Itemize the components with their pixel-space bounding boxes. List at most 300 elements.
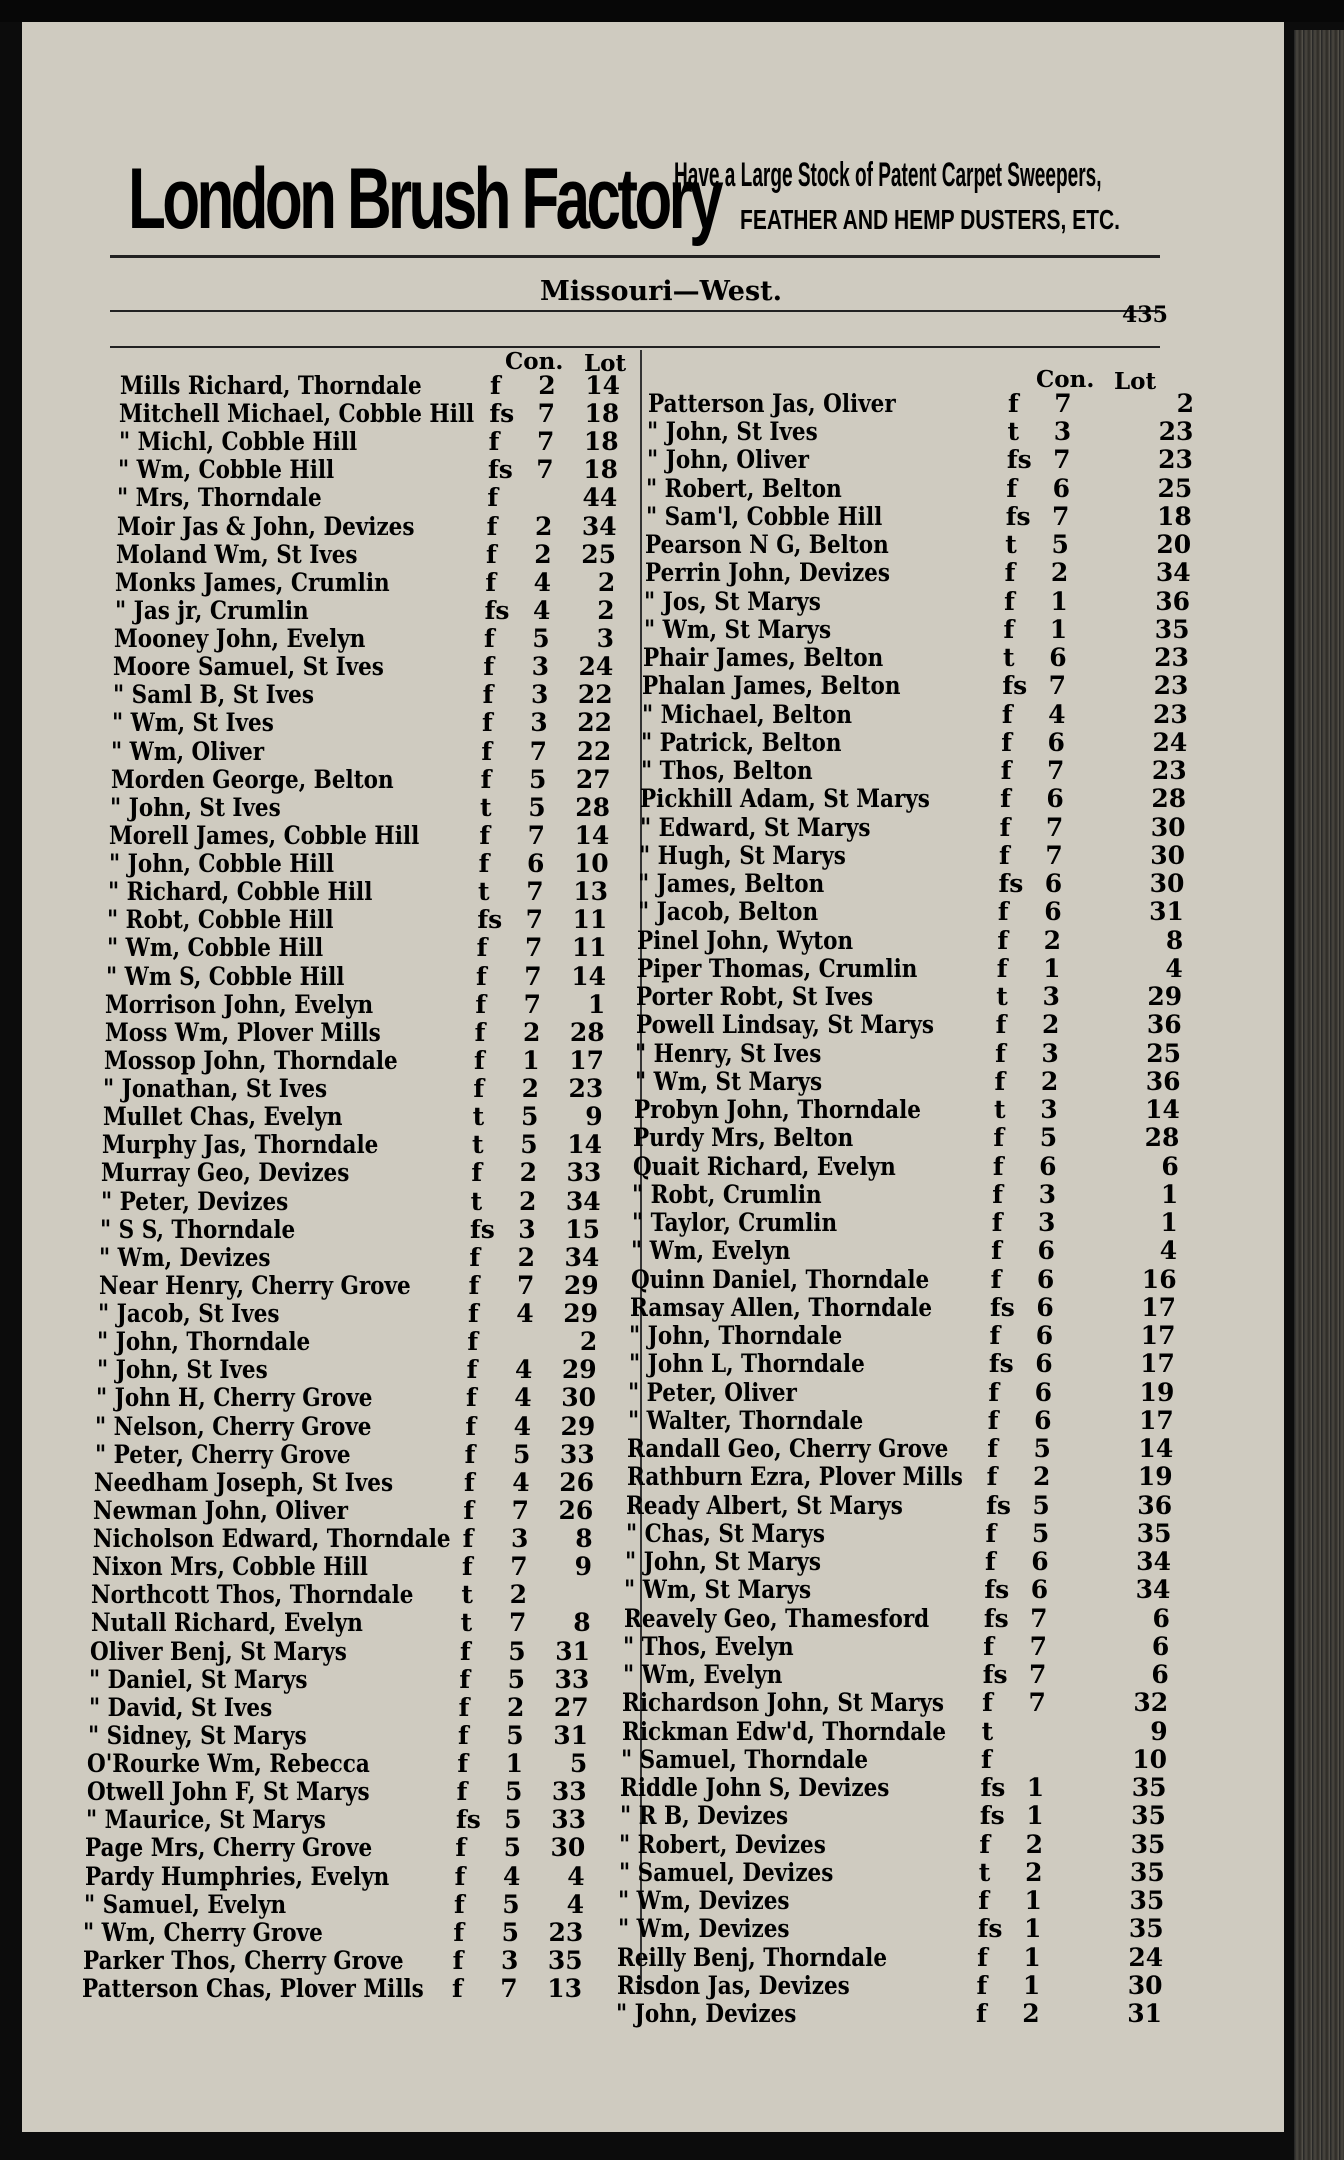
entry-concession: 7 <box>1030 1603 1048 1633</box>
directory-entry <box>113 653 613 681</box>
entry-lot: 16 <box>1141 1264 1177 1294</box>
directory-entry <box>645 531 1191 559</box>
directory-entry <box>639 842 1185 870</box>
advert-headline: London Brush Factory <box>128 151 720 247</box>
entry-lot: 27 <box>553 1692 589 1722</box>
entry-concession: 1 <box>1024 1886 1042 1916</box>
entry-name: Mills Richard, Thorndale <box>120 371 422 400</box>
entry-concession: 2 <box>519 1158 538 1188</box>
entry-lot: 34 <box>581 511 617 541</box>
entry-lot: 23 <box>1158 417 1194 447</box>
directory-entry <box>108 878 608 906</box>
entry-lot: 36 <box>1146 1010 1182 1040</box>
entry-concession: 3 <box>1040 1095 1058 1125</box>
entry-name: Nutall Richard, Evelyn <box>90 1608 363 1638</box>
directory-entry <box>618 1915 1164 1943</box>
entry-name: " Wm, Cobble Hill <box>118 455 335 485</box>
entry-lot: 18 <box>583 455 618 485</box>
entry-tenure: f <box>454 1889 465 1919</box>
entry-tenure: fs <box>456 1805 481 1835</box>
entry-tenure: f <box>983 1631 995 1661</box>
entry-name: Randall Geo, Cherry Grove <box>627 1434 949 1464</box>
entry-lot: 6 <box>1151 1631 1170 1661</box>
entry-name: Phalan James, Belton <box>642 671 901 701</box>
entry-tenure: fs <box>470 1214 495 1244</box>
entry-concession: 2 <box>534 539 552 569</box>
directory-entry <box>84 1891 584 1919</box>
entry-name: Pearson N G, Belton <box>645 530 889 560</box>
entry-concession: 1 <box>1026 1801 1044 1831</box>
directory-entry <box>109 850 609 878</box>
directory-entry <box>636 1011 1182 1039</box>
entry-lot: 29 <box>563 1270 599 1300</box>
directory-entry <box>622 1689 1168 1717</box>
entry-name: " Wm, Cobble Hill <box>106 933 323 963</box>
entry-concession: 2 <box>1022 1999 1040 2028</box>
entry-concession: 6 <box>1031 1547 1049 1577</box>
entry-tenure: f <box>986 1462 998 1492</box>
entry-name: " Hugh, St Marys <box>639 840 846 870</box>
entry-concession: 4 <box>1048 699 1066 729</box>
directory-entry <box>648 390 1194 418</box>
entry-tenure: fs <box>1005 501 1031 531</box>
column-header-con: Con. <box>1036 366 1095 393</box>
entry-name: " John L, Thorndale <box>628 1349 865 1379</box>
entry-tenure: f <box>466 1355 478 1385</box>
entry-tenure: f <box>454 1861 466 1891</box>
entry-tenure: f <box>990 1264 1002 1294</box>
entry-concession: 3 <box>518 1214 536 1244</box>
entry-name: Page Mrs, Cherry Grove <box>85 1833 373 1863</box>
directory-entry <box>113 681 613 709</box>
entry-name: " Edward, St Marys <box>639 812 871 842</box>
entry-lot: 22 <box>576 736 612 766</box>
entry-lot: 35 <box>1130 1829 1166 1859</box>
entry-tenure: f <box>479 820 491 850</box>
directory-entry <box>618 1887 1164 1915</box>
entry-lot: 28 <box>575 792 610 822</box>
entry-name: " Peter, Devizes <box>100 1186 288 1216</box>
entry-lot: 34 <box>1155 558 1191 588</box>
entry-lot: 25 <box>1157 473 1193 503</box>
entry-concession: 2 <box>1050 558 1069 588</box>
entry-concession: 2 <box>1041 1010 1060 1040</box>
entry-tenure: f <box>482 680 494 710</box>
entry-lot: 14 <box>574 820 610 850</box>
entry-concession: 5 <box>503 1833 522 1863</box>
entry-tenure: f <box>455 1833 467 1863</box>
directory-entry <box>110 794 610 822</box>
entry-name: " Jacob, Belton <box>637 897 819 927</box>
entry-tenure: f <box>1004 558 1016 588</box>
entry-concession: 4 <box>516 1299 534 1329</box>
directory-entry <box>99 1244 599 1272</box>
entry-lot: 11 <box>571 933 607 963</box>
entry-name: " Robt, Cobble Hill <box>107 905 334 935</box>
directory-entry <box>638 898 1184 926</box>
entry-lot: 27 <box>575 764 611 794</box>
entry-concession: 4 <box>514 1355 533 1385</box>
directory-entry <box>85 1834 585 1862</box>
entry-lot: 14 <box>571 961 606 991</box>
directory-entry <box>119 400 619 428</box>
entry-concession: 6 <box>1046 784 1064 814</box>
entry-concession: 2 <box>517 1242 536 1272</box>
directory-entry <box>631 1237 1177 1265</box>
directory-entry <box>620 1802 1166 1830</box>
entry-name: Moland Wm, St Ives <box>116 539 358 569</box>
entry-name: " Jas jr, Crumlin <box>114 595 309 625</box>
entry-concession: 6 <box>1039 1151 1057 1181</box>
directory-entry <box>637 955 1183 983</box>
directory-entry <box>635 1068 1181 1096</box>
entry-lot: 4 <box>1165 953 1183 983</box>
entry-name: Richardson John, St Marys <box>622 1688 945 1718</box>
entry-concession: 2 <box>518 1186 537 1216</box>
directory-entry <box>107 934 607 962</box>
directory-entry <box>93 1525 593 1553</box>
entry-concession: 5 <box>520 1130 538 1160</box>
entry-tenure: f <box>1004 586 1015 616</box>
entry-tenure: f <box>1000 756 1012 786</box>
entry-name: Piper Thomas, Crumlin <box>636 953 918 983</box>
entry-concession: 2 <box>522 1017 541 1047</box>
entry-concession: 7 <box>529 736 548 766</box>
directory-entry <box>628 1407 1174 1435</box>
directory-entry <box>619 1859 1165 1887</box>
entry-name: " Peter, Cherry Grove <box>94 1439 351 1469</box>
entry-lot: 34 <box>565 1186 601 1216</box>
entry-concession: 5 <box>532 624 550 654</box>
entry-concession: 3 <box>500 1945 519 1975</box>
entry-name: " John, Thorndale <box>97 1327 311 1357</box>
entry-lot: 5 <box>569 1749 588 1779</box>
entry-concession: 3 <box>1053 417 1072 447</box>
entry-tenure: f <box>995 1038 1006 1068</box>
entry-lot: 13 <box>547 1974 582 2003</box>
entry-name: Probyn John, Thorndale <box>633 1095 921 1125</box>
directory-entry <box>83 1947 583 1975</box>
entry-name: " Saml B, St Ives <box>112 680 314 710</box>
entry-concession: 1 <box>1043 953 1061 983</box>
entry-lot: 35 <box>547 1945 583 1975</box>
entry-concession: 1 <box>505 1749 524 1779</box>
entry-concession: 7 <box>1052 501 1070 531</box>
entry-concession: 1 <box>1023 1942 1041 1972</box>
entry-tenure: f <box>485 567 497 597</box>
entry-tenure: t <box>472 1102 485 1132</box>
entry-concession: 7 <box>511 1495 530 1525</box>
entry-lot: 14 <box>1138 1434 1174 1464</box>
entry-concession: 3 <box>531 652 550 682</box>
page-number: 435 <box>1122 302 1168 328</box>
entry-tenure: f <box>976 1999 987 2028</box>
entry-name: " Samuel, Evelyn <box>84 1889 287 1919</box>
column-header-lot: Lot <box>584 350 627 377</box>
entry-tenure: fs <box>977 1914 1003 1944</box>
entry-concession: 5 <box>528 764 547 794</box>
directory-entry <box>101 1188 601 1216</box>
directory-entry <box>99 1272 599 1300</box>
entry-name: " Peter, Oliver <box>628 1377 798 1407</box>
entry-name: Pardy Humphries, Evelyn <box>84 1861 389 1891</box>
entry-tenure: t <box>1007 417 1019 447</box>
entry-concession: 2 <box>534 511 553 541</box>
directory-entry <box>635 1040 1181 1068</box>
entry-name: " Wm, St Ives <box>112 708 274 738</box>
directory-entry <box>120 372 620 400</box>
entry-tenure: f <box>982 1688 993 1718</box>
directory-entry <box>642 672 1188 700</box>
directory-entry <box>95 1441 595 1469</box>
entry-tenure: f <box>987 1405 999 1435</box>
directory-entry <box>623 1633 1169 1661</box>
entry-tenure: fs <box>990 1292 1015 1322</box>
entry-concession: 5 <box>512 1439 531 1469</box>
directory-entry <box>86 1806 586 1834</box>
entry-lot: 14 <box>585 371 620 400</box>
entry-lot: 6 <box>1152 1603 1170 1633</box>
advert-tagline: Have a Large Stock of Patent Carpet Sweepers, <box>674 156 1102 194</box>
entry-lot: 31 <box>555 1636 590 1666</box>
entry-name: Parker Thos, Cherry Grove <box>82 1945 404 1975</box>
header-rule <box>110 346 1160 348</box>
entry-lot: 2 <box>579 1327 598 1357</box>
entry-concession: 5 <box>504 1805 522 1835</box>
entry-tenure: fs <box>980 1773 1006 1803</box>
entry-lot: 23 <box>1158 445 1193 475</box>
entry-name: " Michael, Belton <box>641 699 852 729</box>
directory-entry <box>107 906 607 934</box>
directory-entry <box>83 1919 583 1947</box>
entry-concession: 7 <box>1048 671 1067 701</box>
entry-lot: 26 <box>558 1495 594 1525</box>
entry-concession: 6 <box>1036 1264 1055 1294</box>
entry-lot: 30 <box>550 1833 586 1863</box>
entry-tenure: f <box>452 1945 464 1975</box>
entry-concession: 6 <box>1047 727 1065 757</box>
entry-concession: 7 <box>527 820 546 850</box>
entry-tenure: f <box>457 1749 469 1779</box>
entry-name: Rathburn Ezra, Plover Mills <box>626 1462 963 1492</box>
entry-name: Moore Samuel, St Ives <box>113 652 385 682</box>
entry-tenure: f <box>453 1917 465 1947</box>
entry-lot: 8 <box>573 1608 591 1638</box>
entry-lot: 1 <box>1160 1179 1179 1209</box>
entry-name: " R B, Devizes <box>619 1801 789 1831</box>
entry-name: " Daniel, St Marys <box>89 1664 308 1694</box>
entry-tenure: f <box>468 1270 480 1300</box>
entry-lot: 17 <box>1141 1292 1177 1322</box>
directory-entry <box>646 503 1192 531</box>
entry-lot: 30 <box>561 1383 596 1413</box>
entry-name: Phair James, Belton <box>642 643 884 673</box>
entry-lot: 10 <box>573 849 609 879</box>
entry-tenure: t <box>470 1186 483 1216</box>
entry-concession: 6 <box>1035 1321 1054 1351</box>
entry-lot: 35 <box>1131 1801 1166 1831</box>
entry-lot: 4 <box>567 1861 585 1891</box>
entry-name: Morden George, Belton <box>110 764 394 794</box>
entry-name: Quinn Daniel, Thorndale <box>630 1264 929 1294</box>
entry-concession: 7 <box>510 1552 528 1582</box>
entry-tenure: f <box>476 933 488 963</box>
directory-entry <box>624 1605 1170 1633</box>
directory-entry <box>640 814 1186 842</box>
directory-entry <box>623 1661 1169 1689</box>
entry-name: " Wm, Evelyn <box>622 1660 783 1690</box>
entry-concession: 3 <box>1038 1208 1056 1238</box>
directory-entry <box>617 1972 1163 2000</box>
entry-tenure: f <box>997 897 1009 927</box>
entry-concession: 4 <box>514 1383 532 1413</box>
entry-name: Pickhill Adam, St Marys <box>640 784 931 814</box>
entry-tenure: f <box>460 1636 471 1666</box>
entry-name: Ready Albert, St Marys <box>626 1490 903 1520</box>
directory-entry <box>104 1047 604 1075</box>
entry-tenure: t <box>981 1716 994 1746</box>
entry-name: " John H, Cherry Grove <box>96 1383 373 1413</box>
entry-name: Ramsay Allen, Thorndale <box>630 1292 933 1322</box>
entry-concession: 4 <box>502 1861 521 1891</box>
entry-name: " Thos, Evelyn <box>623 1631 794 1661</box>
entry-name: " John, Cobble Hill <box>108 849 334 879</box>
entry-name: " Michl, Cobble Hill <box>118 427 357 457</box>
directory-entry <box>105 991 605 1019</box>
directory-entry <box>620 1774 1166 1802</box>
entry-concession: 5 <box>520 1102 539 1132</box>
entry-name: Reilly Benj, Thorndale <box>617 1942 888 1972</box>
entry-tenure: f <box>462 1524 474 1554</box>
entry-concession: 5 <box>1039 1123 1058 1153</box>
entry-concession: 7 <box>1045 812 1064 842</box>
directory-entry <box>641 729 1187 757</box>
entry-name: Perrin John, Devizes <box>644 558 890 588</box>
entry-name: " John, St Marys <box>624 1547 822 1577</box>
entry-lot: 28 <box>1144 1123 1180 1153</box>
entry-tenure: f <box>469 1242 481 1272</box>
entry-concession: 6 <box>1035 1349 1053 1379</box>
entry-lot: 18 <box>584 399 620 429</box>
entry-concession: 1 <box>1023 1914 1042 1944</box>
entry-lot: 19 <box>1139 1377 1175 1407</box>
entry-lot: 14 <box>567 1130 602 1160</box>
entry-tenure: f <box>468 1299 479 1329</box>
directory-entry <box>634 1096 1180 1124</box>
entry-concession: 3 <box>1042 982 1060 1012</box>
entry-name: " Sam'l, Cobble Hill <box>645 501 883 531</box>
entry-lot: 9 <box>574 1552 592 1582</box>
directory-entry <box>633 1124 1179 1152</box>
entry-lot: 6 <box>1161 1151 1179 1181</box>
entry-lot: 29 <box>561 1355 597 1385</box>
directory-entry <box>115 597 615 625</box>
directory-entry <box>100 1216 600 1244</box>
entry-name: " John, St Ives <box>647 417 819 447</box>
entry-concession: 5 <box>504 1777 523 1807</box>
entry-name: Pinel John, Wyton <box>637 925 854 955</box>
entry-lot: 17 <box>1140 1321 1176 1351</box>
directory-entry <box>106 963 606 991</box>
directory-entry <box>642 701 1188 729</box>
entry-tenure: f <box>466 1383 477 1413</box>
entry-lot: 23 <box>1153 671 1189 701</box>
entry-name: " Richard, Cobble Hill <box>108 877 373 907</box>
entry-lot: 33 <box>551 1777 587 1807</box>
entry-lot: 24 <box>1152 727 1188 757</box>
entry-tenure: fs <box>998 869 1024 899</box>
entry-concession: 2 <box>506 1692 525 1722</box>
entry-name: " David, St Ives <box>88 1692 272 1722</box>
entry-lot: 8 <box>1165 925 1184 955</box>
entry-tenure: f <box>996 953 1008 983</box>
directory-entry <box>632 1181 1178 1209</box>
entry-name: " Sidney, St Marys <box>88 1720 307 1750</box>
directory-entry <box>622 1718 1168 1746</box>
entry-tenure: f <box>988 1377 1000 1407</box>
entry-tenure: fs <box>988 1349 1014 1379</box>
entry-concession: 6 <box>1049 643 1067 673</box>
directory-entry <box>631 1266 1177 1294</box>
entry-concession: 3 <box>510 1524 529 1554</box>
entry-tenure: f <box>1008 389 1019 418</box>
directory-entry <box>644 588 1190 616</box>
directory-entry <box>111 766 611 794</box>
entry-lot: 2 <box>597 595 615 625</box>
entry-concession: 2 <box>1025 1829 1044 1859</box>
entry-tenure: f <box>490 371 501 400</box>
entry-tenure: t <box>478 877 490 907</box>
entry-tenure: t <box>996 982 1008 1012</box>
entry-concession: 7 <box>1028 1688 1046 1718</box>
entry-concession: 5 <box>1033 1434 1051 1464</box>
entry-lot: 8 <box>575 1524 593 1554</box>
entry-concession: 5 <box>501 1917 520 1947</box>
directory-entry <box>116 541 616 569</box>
directory-entry <box>96 1384 596 1412</box>
entry-lot: 25 <box>1146 1038 1182 1068</box>
entry-lot: 28 <box>1151 784 1187 814</box>
entry-tenure: t <box>1005 530 1017 560</box>
directory-entry <box>629 1322 1175 1350</box>
entry-concession: 1 <box>1026 1773 1045 1803</box>
entry-tenure: f <box>979 1829 991 1859</box>
entry-name: Riddle John S, Devizes <box>620 1773 890 1803</box>
entry-tenure: f <box>991 1208 1003 1238</box>
directory-entry <box>114 625 614 653</box>
entry-lot: 17 <box>1138 1405 1174 1435</box>
entry-tenure: f <box>484 624 495 654</box>
entry-concession: 7 <box>1053 445 1071 475</box>
entry-lot: 15 <box>565 1214 600 1244</box>
entry-lot: 4 <box>566 1889 584 1919</box>
entry-lot: 23 <box>548 1917 584 1947</box>
entry-name: " Samuel, Devizes <box>618 1857 834 1887</box>
entry-concession: 5 <box>1051 530 1069 560</box>
entry-lot: 29 <box>1147 982 1183 1012</box>
entry-name: " John, Oliver <box>646 445 809 475</box>
directory-entry <box>617 1944 1163 1972</box>
entry-concession: 6 <box>1034 1405 1052 1435</box>
directory-entry <box>641 757 1187 785</box>
entry-lot: 30 <box>1150 840 1186 870</box>
entry-lot: 33 <box>559 1439 595 1469</box>
entry-tenure: f <box>482 708 493 738</box>
entry-lot: 10 <box>1132 1744 1168 1774</box>
directory-entry <box>644 616 1190 644</box>
entry-name: Risdon Jas, Devizes <box>616 1970 850 2000</box>
entry-tenure: f <box>977 1942 988 1972</box>
